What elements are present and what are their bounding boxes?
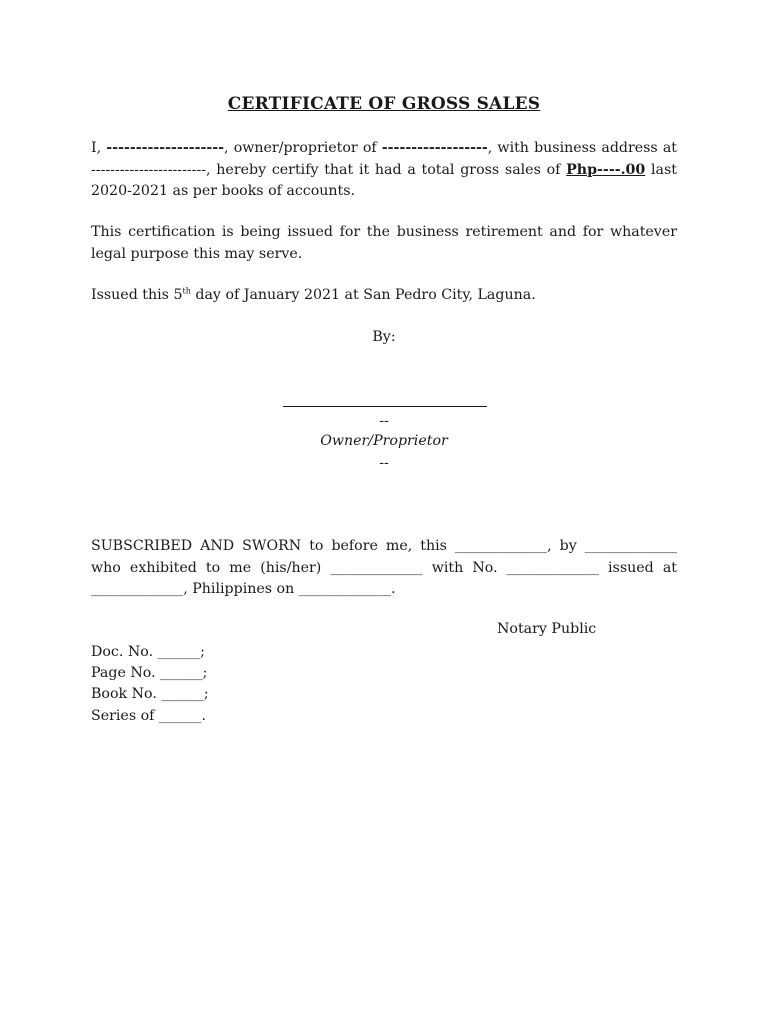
doc-no-entry: Doc. No. ______; (91, 644, 205, 660)
signatory-extra-placeholder: -- (379, 455, 389, 471)
paragraph-text: , owner/proprietor of (224, 140, 382, 156)
paragraph-text: , with business address at ------------------------, hereby certify that it had a total gross sales of (91, 140, 678, 178)
book-no-entry: Book No. ______; (91, 686, 209, 703)
issued-paragraph (91, 285, 677, 307)
signatory-name-placeholder: -- (379, 413, 389, 429)
gross-sales-amount: Php----.00 (566, 161, 646, 178)
by-label: By: (372, 329, 396, 345)
issued-text: day of January 2021 at San Pedro City, Laguna. (190, 287, 536, 303)
paragraph-text: last 2020-2021 as per books of accounts. (91, 161, 677, 199)
certification-paragraph (91, 138, 677, 203)
jurat-paragraph: SUBSCRIBED AND SWORN to before me, this _____________, by _____________ who exhibited to me (his/her) _____________ with No. _____________ issued at _____________, Philippines on _____________. (91, 538, 677, 597)
series-entry: Series of ______. (91, 707, 206, 724)
business-name-blank: ------------------ (381, 140, 488, 156)
signatory-role: Owner/Proprietor (320, 433, 448, 449)
owner-name-blank: -------------------- (106, 140, 225, 156)
purpose-paragraph: This certification is being issued for the business retirement and for whatever legal purpose this may serve. (91, 224, 677, 262)
signature-line (283, 406, 487, 407)
page-no-entry: Page No. ______; (91, 665, 208, 682)
issued-text: Issued this 5 (91, 287, 183, 303)
ordinal-suffix: th (182, 286, 191, 296)
paragraph-text: I, (91, 140, 107, 156)
notary-public-label: Notary Public (497, 621, 597, 637)
document-title: CERTIFICATE OF GROSS SALES (227, 94, 541, 114)
notarial-register-entries (91, 642, 209, 727)
